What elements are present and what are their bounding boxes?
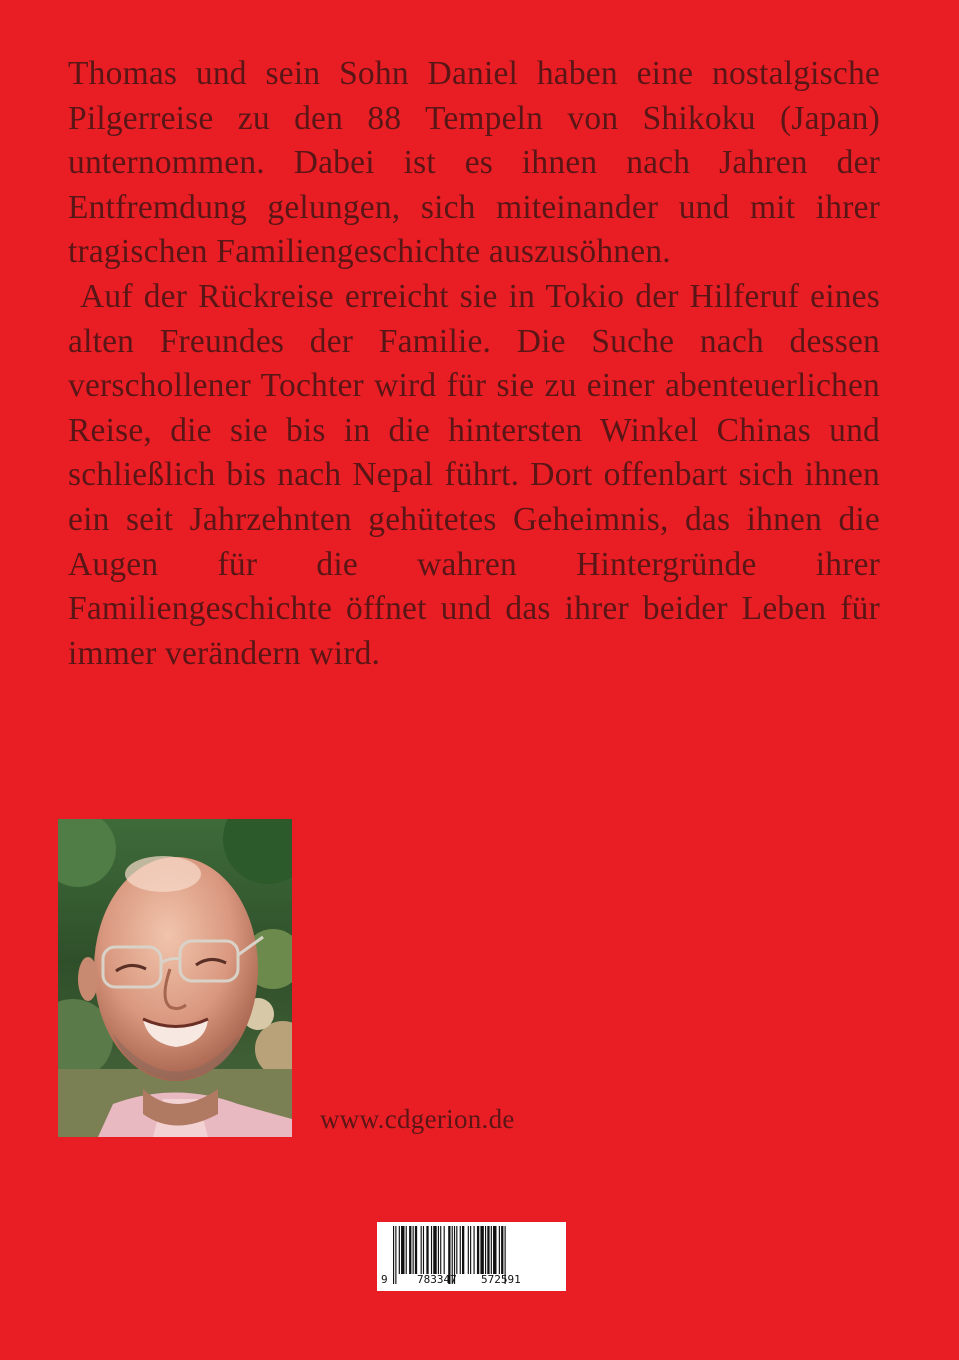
barcode-bar — [462, 1226, 464, 1274]
barcode-bar — [421, 1226, 422, 1274]
barcode-bar — [485, 1226, 486, 1274]
barcode-bar — [399, 1226, 400, 1274]
isbn-left-group: 783347 — [417, 1273, 457, 1286]
barcode-bar — [470, 1226, 471, 1274]
author-photo — [58, 819, 292, 1137]
barcode-bar — [499, 1226, 500, 1274]
barcode-bar — [468, 1226, 469, 1274]
barcode-bar — [409, 1226, 411, 1274]
barcode-bar — [480, 1226, 483, 1274]
barcode-bar — [493, 1226, 496, 1274]
back-cover-blurb — [68, 52, 880, 676]
barcode-bar — [487, 1226, 489, 1274]
barcode-bar — [438, 1226, 439, 1274]
barcode-bar — [413, 1226, 414, 1274]
isbn-barcode — [377, 1222, 566, 1291]
barcode-bar — [426, 1226, 428, 1274]
isbn-right-group: 572591 — [481, 1273, 521, 1286]
barcode-bar — [431, 1226, 432, 1274]
isbn-digits — [377, 1273, 566, 1289]
barcode-bar — [477, 1226, 479, 1274]
barcode-bar — [440, 1226, 441, 1274]
barcode-bar — [433, 1226, 436, 1274]
barcode-bar — [460, 1226, 461, 1274]
barcode-bar — [491, 1226, 492, 1274]
barcode-bar — [444, 1226, 445, 1274]
barcode-bar — [401, 1226, 404, 1274]
blurb-paragraph-2: Auf der Rückreise erreicht sie in Tokio der Hilferuf eines alten Freundes der Familie. Die Suche nach dessen verschollener Tochter wird für sie zu einer abenteuerlichen Reise, die sie bis in die hintersten Winkel Chinas und schließlich bis nach Nepal führt. Dort offenbart sich ihnen ein seit Jahrzehnten gehütetes Geheimnis, das ihnen die Augen für die wahren Hintergründe ihrer Familiengeschichte öffnet und das ihrer beider Leben für immer verändern wird. — [68, 277, 880, 672]
barcode-bar — [501, 1226, 503, 1274]
isbn-prefix-digit: 9 — [381, 1273, 388, 1286]
barcode-bar — [415, 1226, 417, 1274]
author-website: www.cdgerion.de — [320, 1104, 515, 1134]
barcode-bar — [423, 1226, 424, 1274]
barcode-bar — [456, 1226, 457, 1274]
blurb-paragraph-1: Thomas und sein Sohn Daniel haben eine nostalgische Pilgerreise zu den 88 Tempeln von Shikoku (Japan) unternommen. Dabei ist es ihnen nach Jahren der Entfremdung gelungen, sich miteinander und mit ihrer tragischen Familiengeschichte auszusöhnen. — [68, 55, 880, 271]
barcode-bar — [474, 1226, 475, 1274]
barcode-bar — [406, 1226, 407, 1274]
author-portrait-illustration — [58, 819, 292, 1137]
